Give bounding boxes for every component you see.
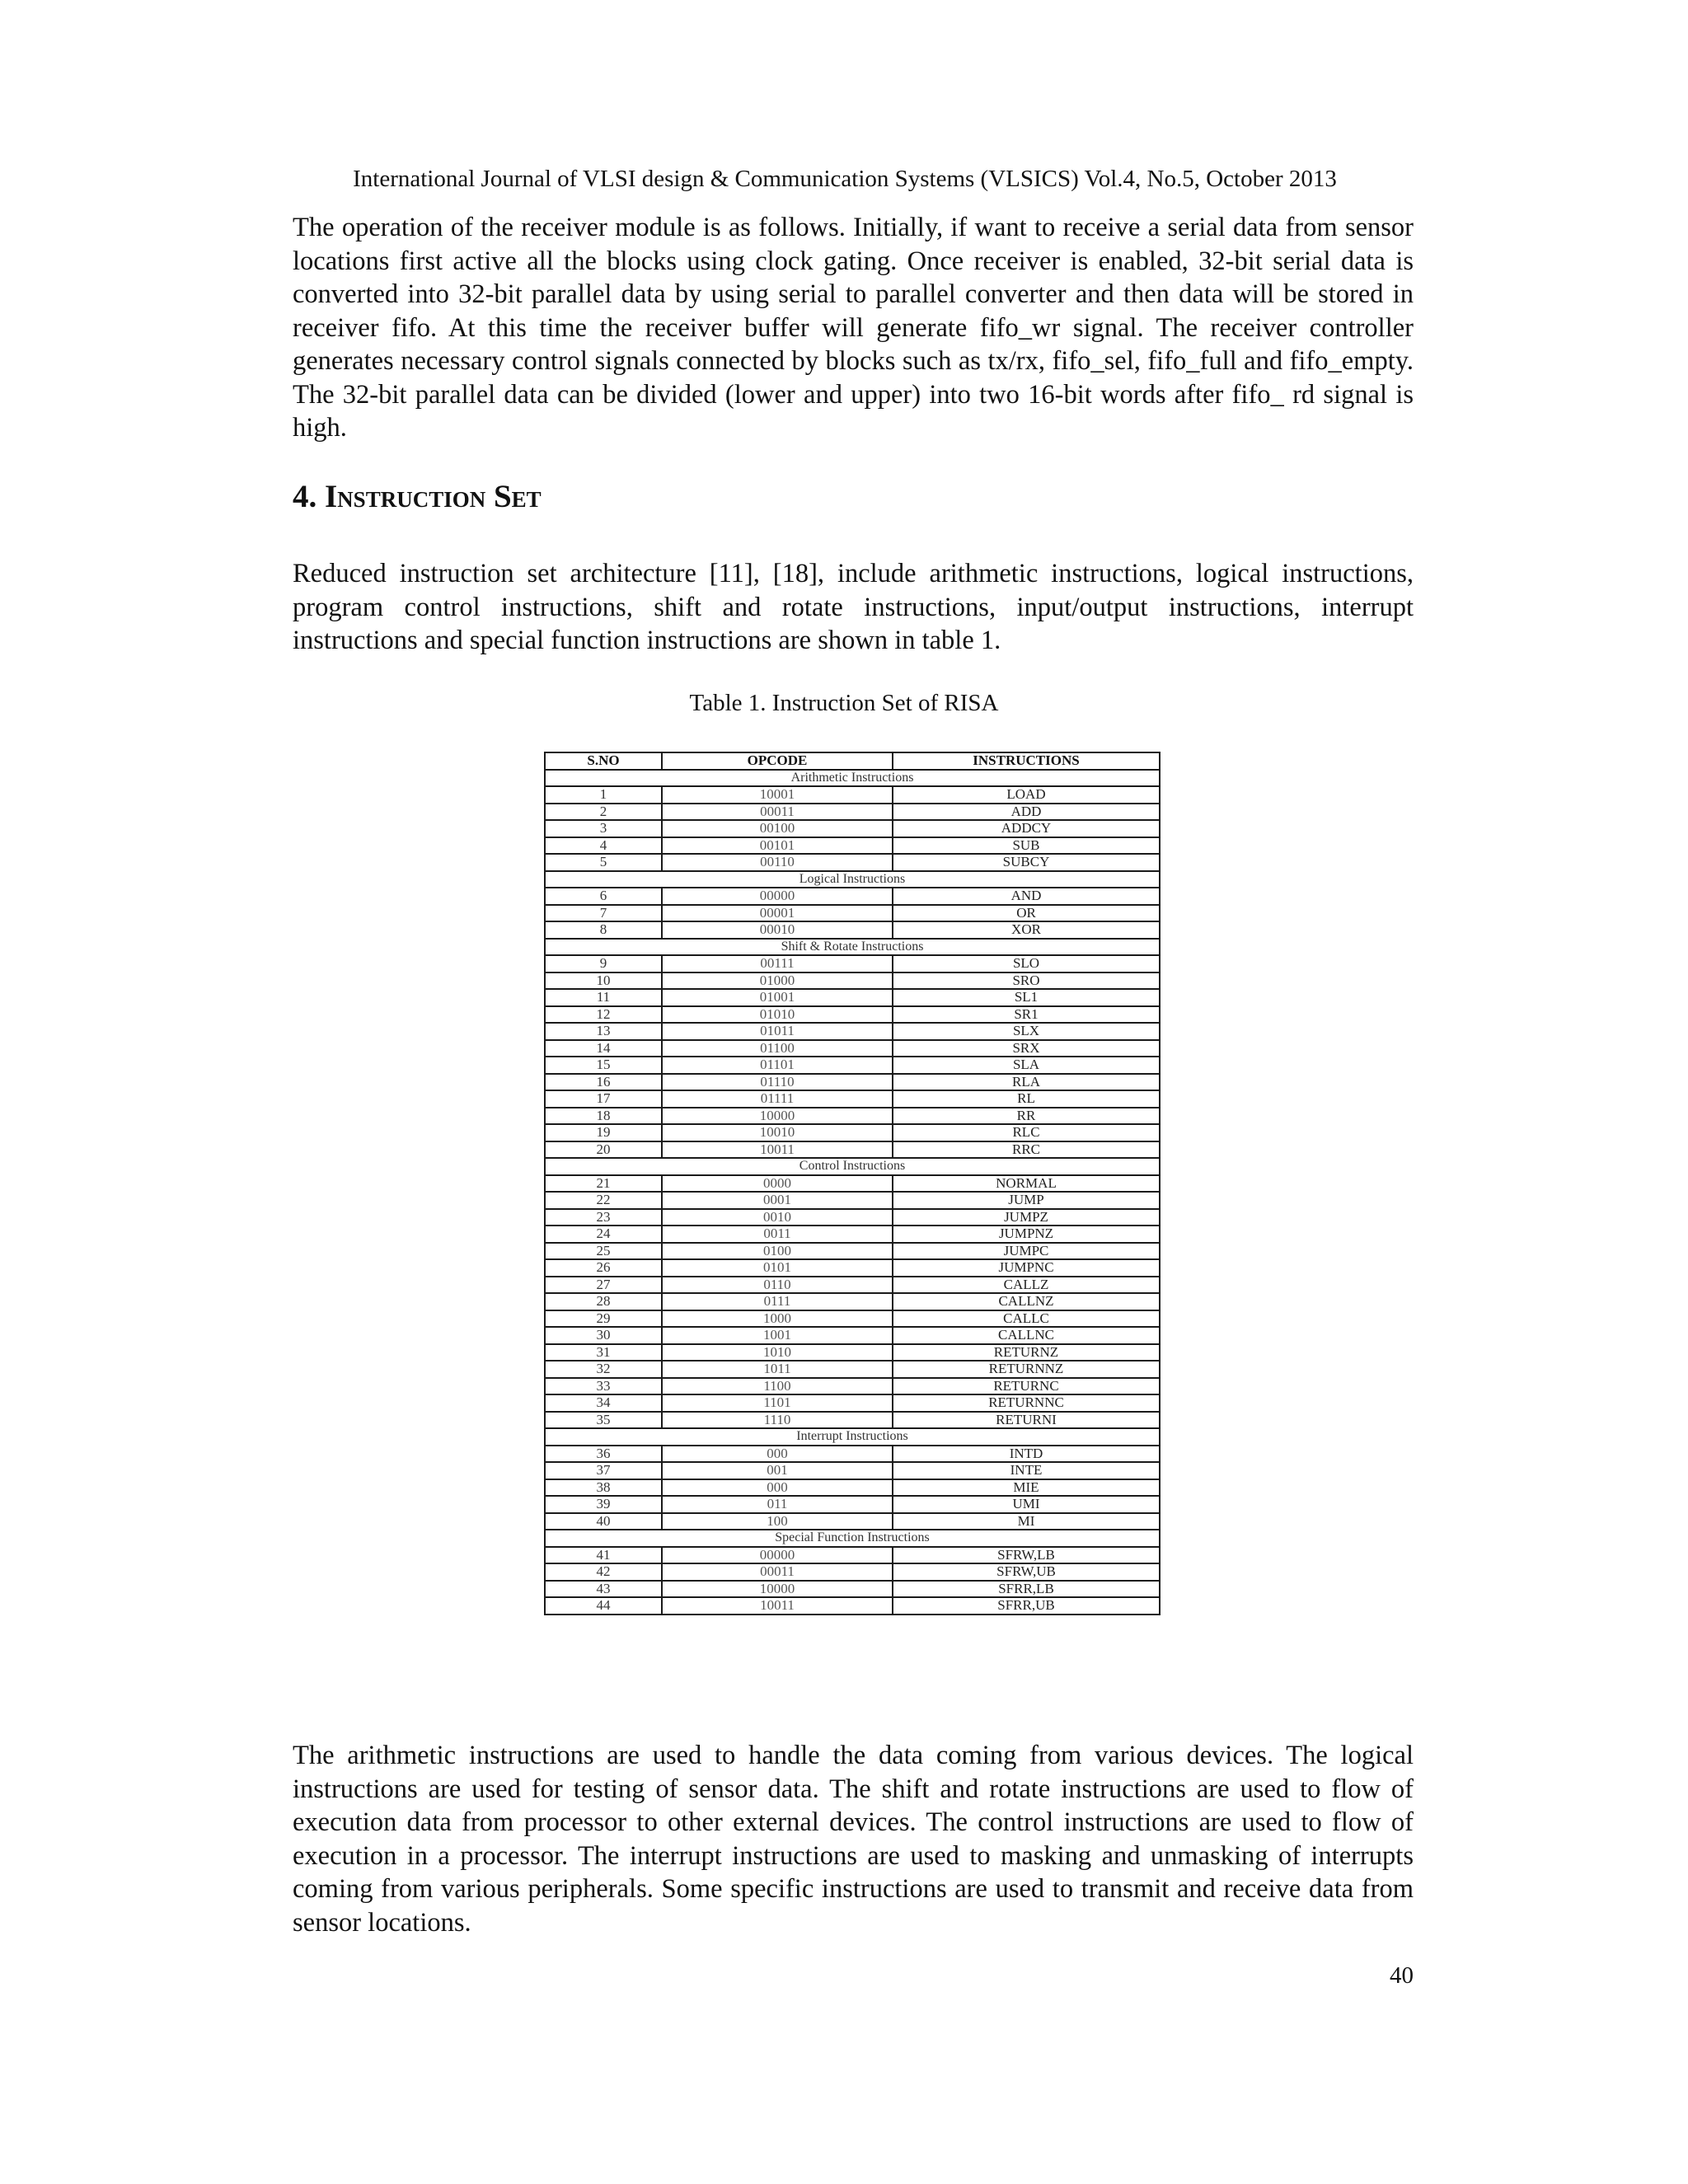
instruction-cell: JUMPNC	[893, 1259, 1160, 1277]
table-row	[545, 972, 1160, 990]
table-row	[545, 1310, 1160, 1328]
instruction-cell: SRO	[893, 972, 1160, 990]
instruction-cell: SUBCY	[893, 854, 1160, 871]
sno-cell: 1	[545, 786, 662, 804]
opcode-cell: 0001	[662, 1192, 893, 1209]
opcode-cell: 000	[662, 1479, 893, 1497]
instruction-cell: SUB	[893, 837, 1160, 855]
instruction-cell: MI	[893, 1513, 1160, 1530]
opcode-cell: 10000	[662, 1108, 893, 1125]
instruction-cell: RETURNI	[893, 1412, 1160, 1429]
table-row	[545, 989, 1160, 1006]
table-row	[545, 1040, 1160, 1057]
group-title: Interrupt Instructions	[545, 1428, 1160, 1446]
instruction-cell: JUMPZ	[893, 1209, 1160, 1226]
sno-cell: 36	[545, 1446, 662, 1463]
sno-cell: 28	[545, 1293, 662, 1310]
sno-cell: 12	[545, 1006, 662, 1024]
table-row	[545, 1563, 1160, 1581]
table-row	[545, 1023, 1160, 1040]
sno-cell: 5	[545, 854, 662, 871]
instruction-cell: UMI	[893, 1496, 1160, 1513]
instruction-cell: SLX	[893, 1023, 1160, 1040]
sno-cell: 34	[545, 1394, 662, 1412]
sno-cell: 23	[545, 1209, 662, 1226]
opcode-cell: 10011	[662, 1597, 893, 1615]
table-row	[545, 1108, 1160, 1125]
instruction-cell: INTE	[893, 1462, 1160, 1479]
table-row	[545, 1597, 1160, 1615]
sno-cell: 6	[545, 888, 662, 905]
instruction-cell: CALLNZ	[893, 1293, 1160, 1310]
sno-cell: 15	[545, 1057, 662, 1074]
opcode-cell: 10001	[662, 786, 893, 804]
sno-cell: 8	[545, 921, 662, 939]
opcode-cell: 10011	[662, 1141, 893, 1159]
instruction-cell: JUMP	[893, 1192, 1160, 1209]
opcode-cell: 10010	[662, 1124, 893, 1141]
sno-cell: 40	[545, 1513, 662, 1530]
section-heading: 4. Instruction Set	[293, 479, 542, 514]
table-group-row	[545, 1428, 1160, 1446]
table-row	[545, 905, 1160, 922]
table-row	[545, 804, 1160, 821]
table-row	[545, 837, 1160, 855]
sno-cell: 38	[545, 1479, 662, 1497]
instruction-cell: CALLC	[893, 1310, 1160, 1328]
instruction-cell: RETURNZ	[893, 1344, 1160, 1361]
sno-cell: 41	[545, 1547, 662, 1564]
instruction-set-table	[544, 752, 1160, 1615]
instruction-cell: SFRW,LB	[893, 1547, 1160, 1564]
sno-cell: 7	[545, 905, 662, 922]
instruction-cell: SLO	[893, 955, 1160, 972]
sno-cell: 25	[545, 1243, 662, 1260]
sno-cell: 32	[545, 1361, 662, 1378]
sno-cell: 30	[545, 1327, 662, 1344]
instruction-cell: ADD	[893, 804, 1160, 821]
table-row	[545, 1293, 1160, 1310]
sno-cell: 44	[545, 1597, 662, 1615]
sno-cell: 43	[545, 1581, 662, 1598]
opcode-cell: 00000	[662, 1547, 893, 1564]
table-row	[545, 1327, 1160, 1344]
opcode-cell: 00110	[662, 854, 893, 871]
instruction-cell: RETURNNC	[893, 1394, 1160, 1412]
sno-cell: 33	[545, 1378, 662, 1395]
opcode-cell: 0100	[662, 1243, 893, 1260]
sno-cell: 19	[545, 1124, 662, 1141]
instruction-cell: SR1	[893, 1006, 1160, 1024]
table-row	[545, 820, 1160, 837]
table-row	[545, 1581, 1160, 1598]
table-group-row	[545, 939, 1160, 956]
opcode-cell: 01000	[662, 972, 893, 990]
sno-cell: 31	[545, 1344, 662, 1361]
instruction-cell: RRC	[893, 1141, 1160, 1159]
instruction-cell: CALLZ	[893, 1277, 1160, 1294]
table-row	[545, 786, 1160, 804]
instruction-cell: CALLNC	[893, 1327, 1160, 1344]
opcode-cell: 01001	[662, 989, 893, 1006]
table-row	[545, 854, 1160, 871]
opcode-cell: 01010	[662, 1006, 893, 1024]
opcode-cell: 00000	[662, 888, 893, 905]
sno-cell: 42	[545, 1563, 662, 1581]
instruction-cell: SFRR,UB	[893, 1597, 1160, 1615]
sno-cell: 39	[545, 1496, 662, 1513]
instruction-cell: RETURNNZ	[893, 1361, 1160, 1378]
group-title: Logical Instructions	[545, 871, 1160, 888]
instruction-cell: MIE	[893, 1479, 1160, 1497]
running-header: International Journal of VLSI design & Communication Systems (VLSICS) Vol.4, No.5, October 2013	[353, 166, 1337, 192]
sno-cell: 17	[545, 1090, 662, 1108]
instruction-cell: AND	[893, 888, 1160, 905]
group-title: Arithmetic Instructions	[545, 770, 1160, 787]
table-group-row	[545, 1158, 1160, 1175]
table-row	[545, 921, 1160, 939]
table-row	[545, 1361, 1160, 1378]
table-row	[545, 1141, 1160, 1159]
opcode-cell: 00011	[662, 804, 893, 821]
table-row	[545, 1496, 1160, 1513]
table-row	[545, 1344, 1160, 1361]
header-opcode: OPCODE	[662, 752, 893, 770]
instruction-cell: SRX	[893, 1040, 1160, 1057]
opcode-cell: 0101	[662, 1259, 893, 1277]
instruction-cell: RR	[893, 1108, 1160, 1125]
table-row	[545, 1277, 1160, 1294]
header-instructions: INSTRUCTIONS	[893, 752, 1160, 770]
opcode-cell: 01011	[662, 1023, 893, 1040]
instruction-cell: LOAD	[893, 786, 1160, 804]
opcode-cell: 0010	[662, 1209, 893, 1226]
table-row	[545, 1090, 1160, 1108]
instruction-cell: ADDCY	[893, 820, 1160, 837]
opcode-cell: 00010	[662, 921, 893, 939]
sno-cell: 9	[545, 955, 662, 972]
sno-cell: 4	[545, 837, 662, 855]
page-number: 40	[1390, 1962, 1414, 1989]
table-row	[545, 1243, 1160, 1260]
instruction-cell: SL1	[893, 989, 1160, 1006]
table-row	[545, 1259, 1160, 1277]
opcode-cell: 00011	[662, 1563, 893, 1581]
sno-cell: 20	[545, 1141, 662, 1159]
opcode-cell: 00101	[662, 837, 893, 855]
table-row	[545, 1446, 1160, 1463]
body-paragraph-isa: Reduced instruction set architecture [11], [18], include arithmetic instructions, logical instructions, program control instructions, shift and rotate instructions, input/output instructions, interrupt instructions and special function instructions are shown in table 1.	[293, 559, 1414, 655]
sno-cell: 29	[545, 1310, 662, 1328]
opcode-cell: 01101	[662, 1057, 893, 1074]
table-row	[545, 1412, 1160, 1429]
opcode-cell: 1001	[662, 1327, 893, 1344]
sno-cell: 13	[545, 1023, 662, 1040]
sno-cell: 16	[545, 1074, 662, 1091]
instruction-cell: SFRW,UB	[893, 1563, 1160, 1581]
instruction-cell: JUMPNZ	[893, 1226, 1160, 1243]
sno-cell: 35	[545, 1412, 662, 1429]
table-row	[545, 1057, 1160, 1074]
group-title: Special Function Instructions	[545, 1530, 1160, 1547]
instruction-cell: OR	[893, 905, 1160, 922]
sno-cell: 22	[545, 1192, 662, 1209]
table-header-row	[545, 752, 1160, 770]
instruction-cell: SLA	[893, 1057, 1160, 1074]
opcode-cell: 01110	[662, 1074, 893, 1091]
body-paragraph-instructions: The arithmetic instructions are used to handle the data coming from various devices. The logical instructions are used for testing of sensor data. The shift and rotate instructions are used to flow of execution data from processor to other external devices. The control instructions are used to flow of execution in a processor. The interrupt instructions are used to masking and unmasking of interrupts coming from various peripherals. Some specific instructions are used to transmit and receive data from sensor locations.	[293, 1741, 1414, 1938]
sno-cell: 3	[545, 820, 662, 837]
instruction-cell: SFRR,LB	[893, 1581, 1160, 1598]
opcode-cell: 1101	[662, 1394, 893, 1412]
opcode-cell: 1100	[662, 1378, 893, 1395]
sno-cell: 11	[545, 989, 662, 1006]
opcode-cell: 1000	[662, 1310, 893, 1328]
table-group-row	[545, 1530, 1160, 1547]
body-paragraph-receiver: The operation of the receiver module is as follows. Initially, if want to receive a serial data from sensor locations first active all the blocks using clock gating. Once receiver is enabled, 32-bit serial data is converted into 32-bit parallel data by using serial to parallel converter and then data will be stored in receiver fifo. At this time the receiver buffer will generate fifo_wr signal. The receiver controller generates necessary control signals connected by blocks such as tx/rx, fifo_sel, fifo_full and fifo_empty. The 32-bit parallel data can be divided (lower and upper) into two 16-bit words after fifo_ rd signal is high.	[293, 213, 1414, 443]
opcode-cell: 01111	[662, 1090, 893, 1108]
table-row	[545, 1378, 1160, 1395]
table-row	[545, 1547, 1160, 1564]
sno-cell: 14	[545, 1040, 662, 1057]
header-sno: S.NO	[545, 752, 662, 770]
opcode-cell: 011	[662, 1496, 893, 1513]
sno-cell: 24	[545, 1226, 662, 1243]
opcode-cell: 00100	[662, 820, 893, 837]
opcode-cell: 1010	[662, 1344, 893, 1361]
instruction-cell: RETURNC	[893, 1378, 1160, 1395]
group-title: Control Instructions	[545, 1158, 1160, 1175]
opcode-cell: 10000	[662, 1581, 893, 1598]
table-row	[545, 1192, 1160, 1209]
instruction-cell: INTD	[893, 1446, 1160, 1463]
sno-cell: 21	[545, 1175, 662, 1193]
table-row	[545, 1006, 1160, 1024]
table-caption: Table 1. Instruction Set of RISA	[689, 690, 999, 716]
table-row	[545, 1175, 1160, 1193]
table-row	[545, 1124, 1160, 1141]
instruction-cell: XOR	[893, 921, 1160, 939]
opcode-cell: 0000	[662, 1175, 893, 1193]
sno-cell: 10	[545, 972, 662, 990]
opcode-cell: 1011	[662, 1361, 893, 1378]
table-row	[545, 1394, 1160, 1412]
opcode-cell: 000	[662, 1446, 893, 1463]
table-group-row	[545, 871, 1160, 888]
opcode-cell: 00111	[662, 955, 893, 972]
opcode-cell: 100	[662, 1513, 893, 1530]
sno-cell: 18	[545, 1108, 662, 1125]
sno-cell: 26	[545, 1259, 662, 1277]
opcode-cell: 1110	[662, 1412, 893, 1429]
opcode-cell: 0011	[662, 1226, 893, 1243]
table-body	[545, 770, 1160, 1615]
instruction-cell: JUMPC	[893, 1243, 1160, 1260]
opcode-cell: 001	[662, 1462, 893, 1479]
instruction-cell: RL	[893, 1090, 1160, 1108]
table-row	[545, 1513, 1160, 1530]
opcode-cell: 00001	[662, 905, 893, 922]
instruction-cell: RLC	[893, 1124, 1160, 1141]
opcode-cell: 0111	[662, 1293, 893, 1310]
sno-cell: 37	[545, 1462, 662, 1479]
opcode-cell: 0110	[662, 1277, 893, 1294]
table-row	[545, 955, 1160, 972]
table-row	[545, 1209, 1160, 1226]
table-row	[545, 888, 1160, 905]
opcode-cell: 01100	[662, 1040, 893, 1057]
table-row	[545, 1462, 1160, 1479]
instruction-cell: NORMAL	[893, 1175, 1160, 1193]
sno-cell: 2	[545, 804, 662, 821]
instruction-cell: RLA	[893, 1074, 1160, 1091]
table-row	[545, 1074, 1160, 1091]
table-group-row	[545, 770, 1160, 787]
sno-cell: 27	[545, 1277, 662, 1294]
group-title: Shift & Rotate Instructions	[545, 939, 1160, 956]
table-row	[545, 1226, 1160, 1243]
table-row	[545, 1479, 1160, 1497]
